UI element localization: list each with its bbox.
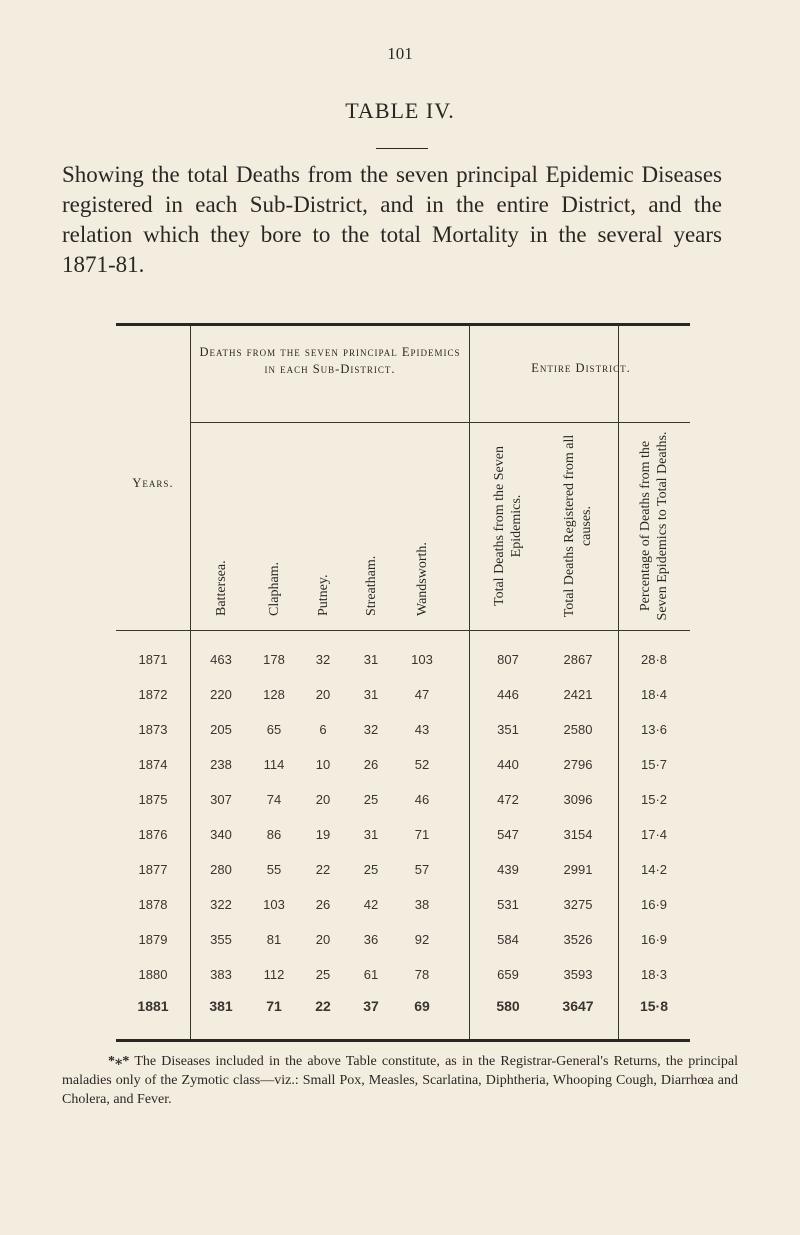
table-cell: 584 <box>497 932 519 947</box>
column-header-wandsworth: Wandsworth. <box>414 542 430 616</box>
table-cell: 220 <box>210 687 232 702</box>
page-number: 101 <box>387 44 413 63</box>
intro-paragraph: Showing the total Deaths from the seven principal Epidemic Diseases registered in each Sub-District, and in the entire District, and the relation which they bore to the total Mortality in the several years 1871-81. <box>62 162 722 277</box>
year-cell: 1880 <box>138 967 168 982</box>
header-bottom-rule <box>116 630 690 631</box>
table-cell: 20 <box>315 687 331 702</box>
entire-district-group-header: Entire District. <box>531 361 631 375</box>
column-header-putney: Putney. <box>315 574 331 616</box>
table-cell: 440 <box>497 757 519 772</box>
table-cell: 71 <box>414 827 430 842</box>
table-cell: 15·8 <box>639 998 669 1014</box>
table-cell: 31 <box>363 652 379 667</box>
table-cell: 2991 <box>563 862 593 877</box>
table-cell: 86 <box>266 827 282 842</box>
table-cell: 47 <box>414 687 430 702</box>
table-cell: 280 <box>210 862 232 877</box>
table-cell: 205 <box>210 722 232 737</box>
table-cell: 3647 <box>562 998 594 1014</box>
year-cell: 1872 <box>138 687 168 702</box>
year-cell: 1877 <box>138 862 168 877</box>
table-cell: 2580 <box>563 722 593 737</box>
table-cell: 31 <box>363 687 379 702</box>
column-header-percentage: Percentage of Deaths from the Seven Epidemics to Total Deaths. <box>638 431 670 621</box>
table-title: TABLE IV. <box>345 98 455 123</box>
table-cell: 36 <box>363 932 379 947</box>
table-cell: 659 <box>497 967 519 982</box>
table-cell: 43 <box>414 722 430 737</box>
table-cell: 463 <box>210 652 232 667</box>
table-cell: 78 <box>414 967 430 982</box>
table-cell: 28·8 <box>640 652 668 667</box>
table-cell: 25 <box>363 792 379 807</box>
table-cell: 92 <box>414 932 430 947</box>
table-cell: 22 <box>315 998 331 1014</box>
table-cell: 112 <box>263 967 285 982</box>
year-cell: 1876 <box>138 827 168 842</box>
year-cell: 1881 <box>137 998 169 1014</box>
footnote-marker: *⁎* <box>108 1054 130 1069</box>
table-cell: 807 <box>497 652 519 667</box>
title-rule <box>376 148 428 149</box>
years-header: Years. <box>132 476 174 490</box>
year-cell: 1871 <box>138 652 168 667</box>
table-cell: 25 <box>363 862 379 877</box>
table-cell: 15·7 <box>640 757 668 772</box>
table-cell: 2867 <box>563 652 593 667</box>
table-cell: 20 <box>315 932 331 947</box>
table-cell: 14·2 <box>640 862 668 877</box>
table-cell: 6 <box>319 722 327 737</box>
table-cell: 3526 <box>563 932 593 947</box>
table-cell: 439 <box>497 862 519 877</box>
column-header-clapham: Clapham. <box>266 561 282 616</box>
table-cell: 81 <box>266 932 282 947</box>
table-cell: 74 <box>266 792 282 807</box>
table-cell: 18·3 <box>640 967 668 982</box>
table-cell: 383 <box>210 967 232 982</box>
table-cell: 61 <box>363 967 379 982</box>
table-cell: 3154 <box>563 827 593 842</box>
table-cell: 2421 <box>563 687 593 702</box>
table-cell: 71 <box>266 998 282 1014</box>
table-cell: 18·4 <box>640 687 668 702</box>
table-cell: 103 <box>263 897 285 912</box>
table-cell: 32 <box>363 722 379 737</box>
table-cell: 52 <box>414 757 430 772</box>
table-cell: 15·2 <box>640 792 668 807</box>
table-cell: 322 <box>210 897 232 912</box>
footnote <box>62 1052 738 1109</box>
year-cell: 1878 <box>138 897 168 912</box>
table-cell: 32 <box>315 652 331 667</box>
table-cell: 55 <box>266 862 282 877</box>
table-cell: 580 <box>496 998 520 1014</box>
table-cell: 26 <box>363 757 379 772</box>
table-cell: 2796 <box>563 757 593 772</box>
column-header-streatham: Streatham. <box>363 555 379 616</box>
table-cell: 3096 <box>563 792 593 807</box>
mortality-table <box>116 323 690 1042</box>
table-cell: 446 <box>497 687 519 702</box>
table-cell: 22 <box>315 862 331 877</box>
table-cell: 42 <box>363 897 379 912</box>
table-cell: 26 <box>315 897 331 912</box>
year-cell: 1874 <box>138 757 168 772</box>
table-cell: 16·9 <box>640 897 668 912</box>
table-cell: 103 <box>411 652 433 667</box>
table-cell: 128 <box>263 687 285 702</box>
table-cell: 57 <box>414 862 430 877</box>
year-cell: 1873 <box>138 722 168 737</box>
table-cell: 381 <box>209 998 233 1014</box>
table-cell: 238 <box>210 757 232 772</box>
group-divider <box>469 422 690 423</box>
table-cell: 16·9 <box>640 932 668 947</box>
table-cell: 355 <box>210 932 232 947</box>
year-cell: 1879 <box>138 932 168 947</box>
table-cell: 37 <box>363 998 379 1014</box>
table-cell: 31 <box>363 827 379 842</box>
table-cell: 10 <box>315 757 331 772</box>
table-cell: 17·4 <box>640 827 668 842</box>
year-cell: 1875 <box>138 792 168 807</box>
table-cell: 19 <box>315 827 331 842</box>
table-cell: 69 <box>414 998 430 1014</box>
table-cell: 307 <box>210 792 232 807</box>
footnote-text: The Diseases included in the above Table constitute, as in the Registrar-General's Returns, the principal maladies only of the Zymotic class—viz.: Small Pox, Measles, Scarlatina, Diphtheria, Whooping Cough, Diarrhœa and Cholera, and Fever. <box>62 1054 739 1107</box>
table-cell: 20 <box>315 792 331 807</box>
table-cell: 531 <box>497 897 519 912</box>
table-cell: 65 <box>266 722 282 737</box>
table-vrule <box>469 326 470 1039</box>
column-header-total-epidemic: Total Deaths from the Seven Epidemics. <box>492 446 524 606</box>
table-cell: 3593 <box>563 967 593 982</box>
column-header-total-registered: Total Deaths Registered from all causes. <box>562 434 594 618</box>
table-cell: 46 <box>414 792 430 807</box>
table-cell: 178 <box>263 652 285 667</box>
table-cell: 25 <box>315 967 331 982</box>
column-header-battersea: Battersea. <box>213 560 229 616</box>
group-divider <box>190 422 469 423</box>
table-cell: 351 <box>497 722 519 737</box>
table-cell: 472 <box>497 792 519 807</box>
table-cell: 114 <box>263 757 285 772</box>
table-cell: 38 <box>414 897 430 912</box>
table-cell: 13·6 <box>640 722 668 737</box>
table-cell: 3275 <box>563 897 593 912</box>
table-cell: 340 <box>210 827 232 842</box>
table-cell: 547 <box>497 827 519 842</box>
sub-district-group-header: Deaths from the seven principal Epidemics in each Sub-District. <box>199 345 461 376</box>
